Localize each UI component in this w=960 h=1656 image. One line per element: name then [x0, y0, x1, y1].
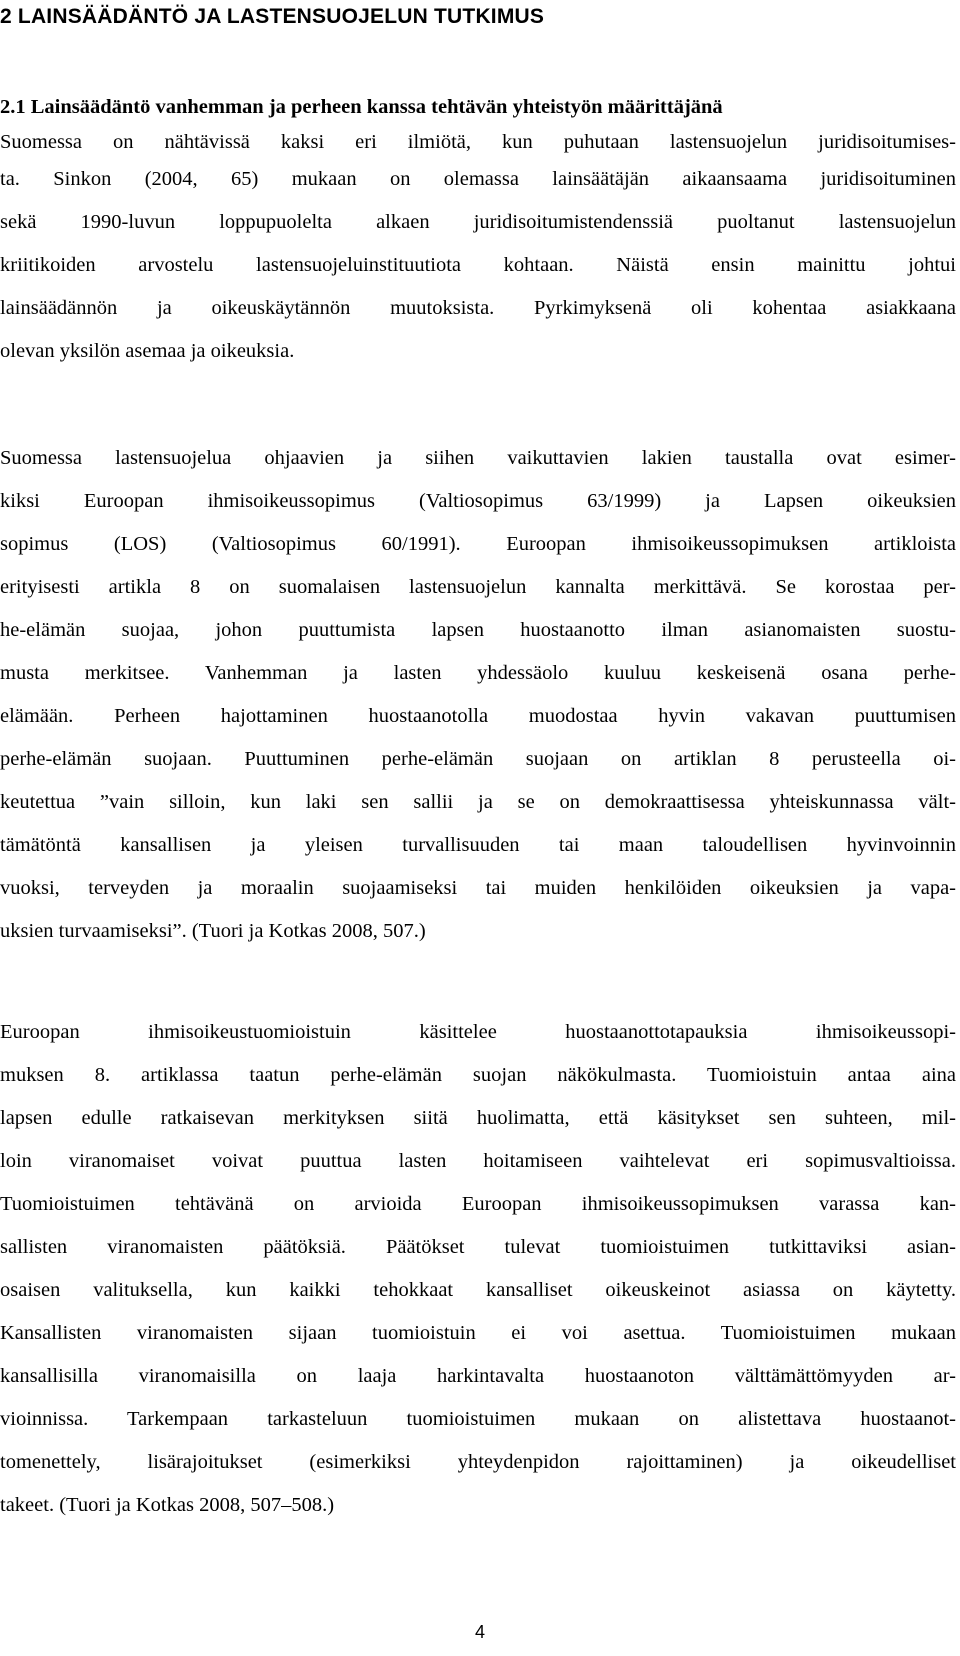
paragraph-line: he-elämän suojaa, johon puuttumista lapsen huostaanotto ilman asianomaisten suostu-	[0, 619, 956, 641]
paragraph-line: kriitikoiden arvostelu lastensuojeluinstituutiota kohtaan. Näistä ensin mainittu johtui	[0, 254, 956, 276]
paragraph-line: tämätöntä kansallisen ja yleisen turvallisuuden tai maan taloudellisen hyvinvoinnin	[0, 834, 956, 856]
paragraph-line: Suomessa lastensuojelua ohjaavien ja siihen vaikuttavien lakien taustalla ovat esimer-	[0, 447, 956, 469]
paragraph-line: sopimus (LOS) (Valtiosopimus 60/1991). Euroopan ihmisoikeussopimuksen artikloista	[0, 533, 956, 555]
chapter-heading: 2 LAINSÄÄDÄNTÖ JA LASTENSUOJELUN TUTKIMUS	[0, 5, 545, 28]
paragraph-line: musta merkitsee. Vanhemman ja lasten yhdessäolo kuuluu keskeisenä osana perhe-	[0, 662, 956, 684]
paragraph-ihmisoikeussopimus	[0, 437, 956, 953]
paragraph-line: perhe-elämän suojaan. Puuttuminen perhe-elämän suojaan on artiklan 8 perusteella oi-	[0, 748, 956, 770]
paragraph-line: tomenettely, lisärajoitukset (esimerkiksi yhteydenpidon rajoittaminen) ja oikeudelliset	[0, 1451, 956, 1473]
paragraph-line: vioinnissa. Tarkempaan tarkasteluun tuomioistuimen mukaan on alistettava huostaanot-	[0, 1408, 956, 1430]
paragraph-line: loin viranomaiset voivat puuttua lasten hoitamiseen vaihtelevat eri sopimusvaltioissa.	[0, 1150, 956, 1172]
paragraph-juridisoituminen	[0, 126, 956, 373]
paragraph-line: kiksi Euroopan ihmisoikeussopimus (Valtiosopimus 63/1999) ja Lapsen oikeuksien	[0, 490, 956, 512]
paragraph-line: takeet. (Tuori ja Kotkas 2008, 507–508.)	[0, 1494, 335, 1516]
paragraph-line: osaisen valituksella, kun kaikki tehokkaat kansalliset oikeuskeinot asiassa on käytetty.	[0, 1279, 956, 1301]
paragraph-line: Euroopan ihmisoikeustuomioistuin käsittelee huostaanottotapauksia ihmisoikeussopi-	[0, 1021, 956, 1043]
paragraph-line: keutettua ”vain silloin, kun laki sen sallii ja se on demokraattisessa yhteiskunnassa vält-	[0, 791, 956, 813]
paragraph-line: Kansallisten viranomaisten sijaan tuomioistuin ei voi asettua. Tuomioistuimen mukaan	[0, 1322, 956, 1344]
paragraph-line: erityisesti artikla 8 on suomalaisen lastensuojelun kannalta merkittävä. Se korostaa per-	[0, 576, 956, 598]
paragraph-line: sallisten viranomaisten päätöksiä. Päätökset tulevat tuomioistuimen tutkittaviksi asian-	[0, 1236, 956, 1258]
paragraph-line: elämään. Perheen hajottaminen huostaanotolla muodostaa hyvin vakavan puuttumisen	[0, 705, 956, 727]
paragraph-line: Suomessa on nähtävissä kaksi eri ilmiötä, kun puhutaan lastensuojelun juridisoitumises-	[0, 131, 956, 153]
paragraph-line: sekä 1990-luvun loppupuolelta alkaen juridisoitumistendenssiä puoltanut lastensuojelun	[0, 211, 956, 233]
paragraph-line: lainsäädännön ja oikeuskäytännön muutoksista. Pyrkimyksenä oli kohentaa asiakkaana	[0, 297, 956, 319]
paragraph-line: kansallisilla viranomaisilla on laaja harkintavalta huostaanoton välttämättömyyden ar-	[0, 1365, 956, 1387]
paragraph-line: lapsen edulle ratkaisevan merkityksen siitä huolimatta, että käsitykset sen suhteen, mil-	[0, 1107, 956, 1129]
paragraph-line: ta. Sinkon (2004, 65) mukaan on olemassa lainsäätäjän aikaansaama juridisoituminen	[0, 168, 956, 190]
paragraph-line: muksen 8. artiklassa taatun perhe-elämän suojan näkökulmasta. Tuomioistuin antaa aina	[0, 1064, 956, 1086]
paragraph-line: Tuomioistuimen tehtävänä on arvioida Euroopan ihmisoikeussopimuksen varassa kan-	[0, 1193, 956, 1215]
page-number: 4	[474, 1622, 485, 1642]
paragraph-line: uksien turvaamiseksi”. (Tuori ja Kotkas 2008, 507.)	[0, 920, 426, 942]
paragraph-ihmisoikeustuomioistuin	[0, 1011, 956, 1527]
section-heading: 2.1 Lainsäädäntö vanhemman ja perheen kanssa tehtävän yhteistyön määrittäjänä	[0, 96, 723, 118]
paragraph-line: vuoksi, terveyden ja moraalin suojaamiseksi tai muiden henkilöiden oikeuksien ja vapa-	[0, 877, 956, 899]
paragraph-line: olevan yksilön asemaa ja oikeuksia.	[0, 340, 295, 362]
